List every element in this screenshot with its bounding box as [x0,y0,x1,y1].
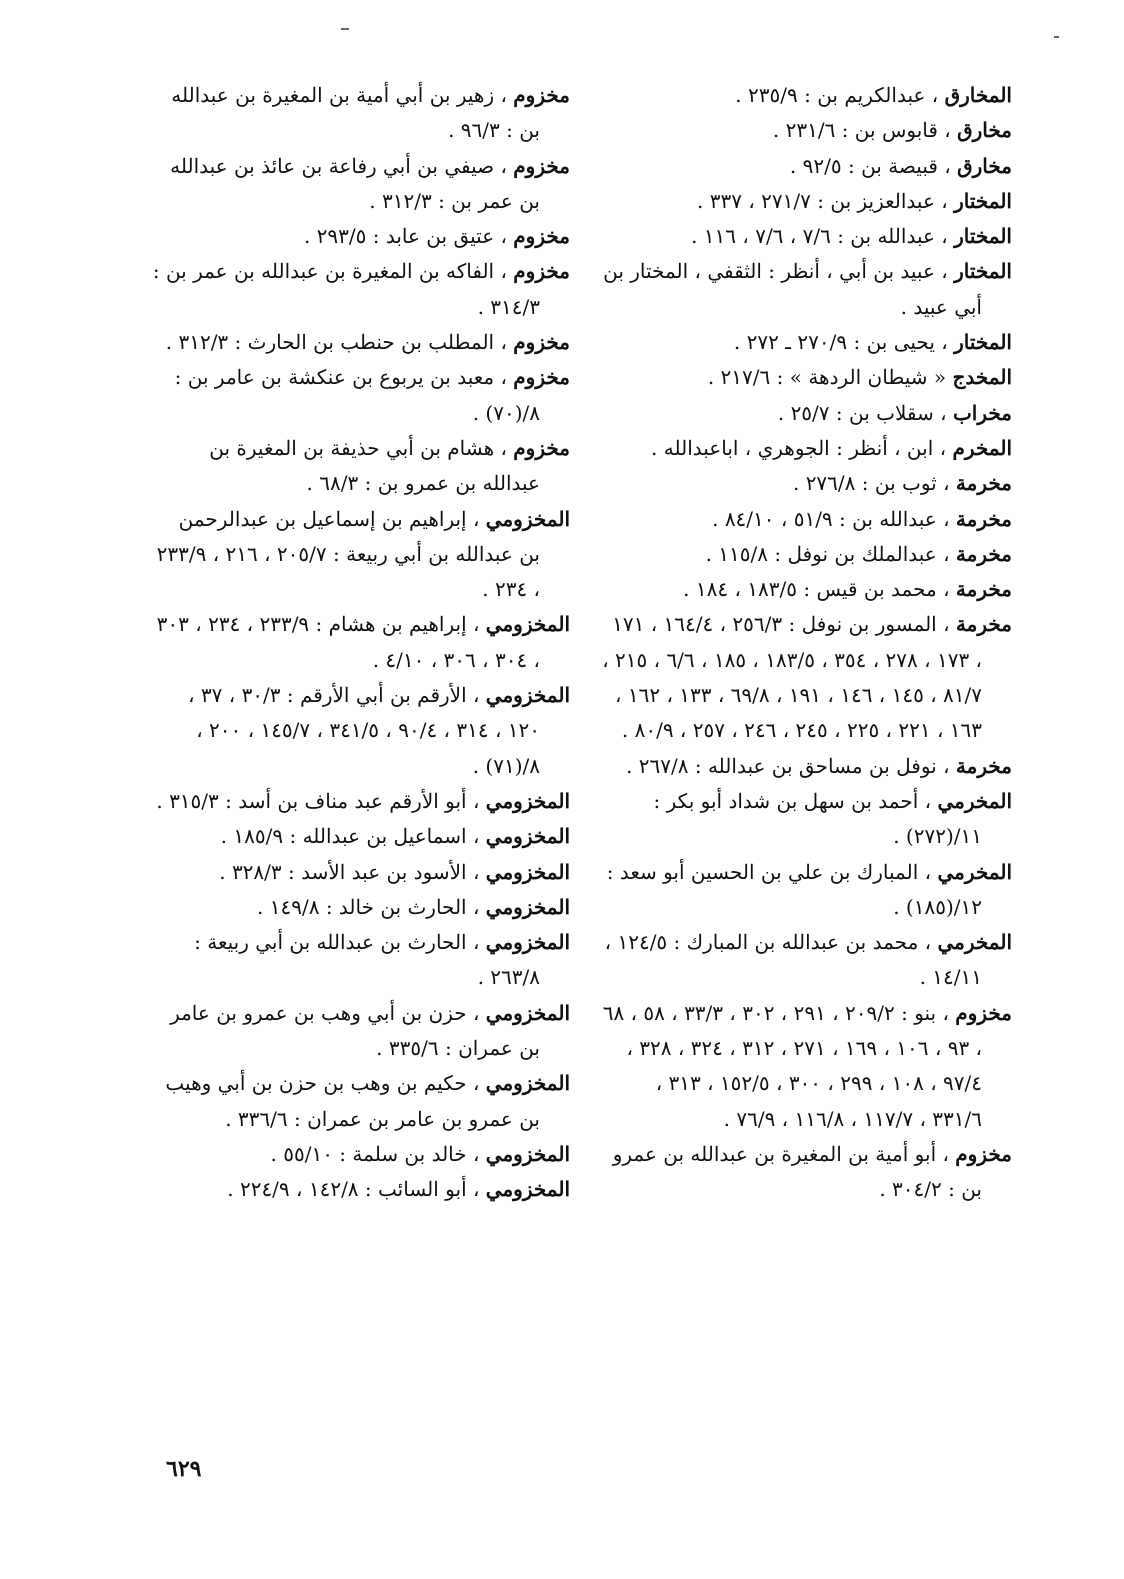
index-entry [600,113,1012,148]
index-entry [600,607,1012,748]
entry-text: ، محمد بن عبدالله بن المبارك : ١٢٤/٥ ، ١٤/١١ . [604,930,982,990]
index-entry [152,78,570,149]
index-entry [600,149,1012,184]
entry-text: ، صيفي بن أبي رفاعة بن عائذ بن عبدالله بن عمر بن : ٣١٢/٣ . [170,153,540,213]
index-entry [152,254,570,325]
entry-heading: مخرمة [955,577,1012,602]
index-entry [600,784,1012,855]
entry-text: ، هشام بن أبي حذيفة بن المغيرة بن عبدالله بن عمرو بن : ٦٨/٣ . [209,435,540,496]
entry-text: ، عبدالعزيز بن : ٢٧١/٧ ، ٣٣٧ . [697,188,948,213]
index-entry [152,1172,570,1207]
index-entry [600,360,1012,395]
index-entry [152,996,570,1067]
entry-heading: مخارق [957,153,1012,178]
index-entry [152,219,570,254]
index-entry [152,855,570,890]
entry-text: ، ثوب بن : ٢٧٦/٨ . [792,471,950,496]
index-entry [152,890,570,925]
entry-text: ، الحارث بن خالد : ١٤٩/٨ . [257,894,480,919]
right-column [600,78,1012,1208]
entry-heading: مخراب [952,400,1012,425]
entry-heading: مخزوم [513,83,570,107]
index-entry [152,325,570,360]
entry-text: ، قبيصة بن : ٩٢/٥ . [789,153,951,178]
entry-text: ، نوفل بن مساحق بن عبدالله : ٢٦٧/٨ . [626,753,950,778]
index-entry [600,466,1012,501]
left-column [152,78,570,1208]
index-entry [152,1137,570,1172]
entry-text: ، أبو أمية بن المغيرة بن عبدالله بن عمرو بن : ٣٠٤/٢ . [612,1141,982,1202]
entry-text: ، إبراهيم بن هشام : ٢٣٣/٩ ، ٢٣٤ ، ٣٠٣ ، ٣٠٤ ، ٣٠٦ ، ٤/١٠ . [156,612,540,672]
entry-text: ، زهير بن أبي أمية بن المغيرة بن عبدالله بن : ٩٦/٣ . [171,83,540,143]
entry-heading: مخزوم [513,330,570,355]
entry-heading: المخرمي [937,930,1012,955]
entry-heading: مخرمة [955,506,1012,531]
entry-heading: المخزومي [485,930,570,955]
entry-heading: مخرمة [955,541,1012,566]
index-entry [152,1066,570,1137]
index-entry [600,219,1012,254]
index-entry [152,819,570,854]
page-number: ٦٢٩ [166,1456,202,1482]
entry-text: ، يحيى بن : ٢٧٠/٩ ـ ٢٧٢ . [733,330,948,355]
index-entry [600,78,1012,113]
entry-heading: مخزوم [955,1000,1012,1025]
entry-heading: المخزومي [485,1141,570,1166]
entry-text: ، الفاكه بن المغيرة بن عبدالله بن عمر بن : ٣١٤/٣ . [152,259,540,319]
entry-heading: المخزومي [485,824,570,849]
entry-text: ، حكيم بن وهب بن حزن بن أبي وهيب بن عمرو بن عامر بن عمران : ٣٣٦/٦ . [165,1071,540,1131]
entry-heading: مخرمة [955,471,1012,496]
entry-text: ، محمد بن قيس : ١٨٣/٥ ، ١٨٤ . [683,577,950,602]
entry-heading: المخرم [952,435,1012,460]
entry-heading: المخارق [944,83,1012,107]
entry-text: ، سقلاب بن : ٢٥/٧ . [777,400,947,425]
index-entry [152,360,570,431]
index-entry [600,502,1012,537]
entry-heading: مخارق [957,118,1012,143]
index-entry [600,537,1012,572]
entry-text: ، إبراهيم بن إسماعيل بن عبدالرحمن بن عبدالله بن أبي ربيعة : ٢٠٥/٧ ، ٢١٦ ، ٢٣٣/٩ ، ٢٣٤ . [156,506,540,602]
scan-speck [1054,36,1059,38]
entry-heading: المخدج [952,365,1012,390]
entry-text: ، عبدالله بن : ٧/٦ ، ٧/٦ ، ١١٦ . [691,224,948,249]
entry-text: ، المطلب بن حنطب بن الحارث : ٣١٢/٣ . [165,330,507,355]
entry-text: ، الأسود بن عبد الأسد : ٣٢٨/٣ . [219,859,480,884]
entry-heading: المخزومي [485,894,570,919]
entry-heading: مخرمة [955,753,1012,778]
entry-heading: المخزومي [485,683,570,708]
entry-heading: المخرمي [937,788,1012,813]
entry-heading: المختار [954,330,1012,355]
entry-heading: المخزومي [485,612,570,637]
entry-text: ، المسور بن نوفل : ٢٥٦/٣ ، ١٦٤/٤ ، ١٧١ ، ١٧٣ ، ٢٧٨ ، ٣٥٤ ، ١٨٣/٥ ، ١٨٥ ، ٦/٦ ، ٢١٥ ، ٨١/٧ ، ١٤٥ ، ١٤٦ ، ١٩١ ، ٦٩/٨ ، ١٣٣ ، ١٦٢ ، ١٦٣ ، ٢٢١ ، ٢٢٥ ، ٢٤٥ ، ٢٤٦ ، ٢٥٧ ، ٨٠/٩ . [602,612,982,743]
entry-text: ، عبدالكريم بن : ٢٣٥/٩ . [735,83,939,107]
entry-text: ، بنو : ٢٠٩/٢ ، ٢٩١ ، ٣٠٢ ، ٣٣/٣ ، ٥٨ ، ٦٨ ، ٩٣ ، ١٠٦ ، ١٦٩ ، ٢٧١ ، ٣١٢ ، ٣٢٤ ، ٣٢٨ ، ٩٧/٤ ، ١٠٨ ، ٢٩٩ ، ٣٠٠ ، ١٥٢/٥ ، ٣١٣ ، ٣٣١/٦ ، ١١٧/٧ ، ١١٦/٨ ، ٧٦/٩ . [602,1000,982,1131]
scan-speck [341,28,349,30]
entry-text: ، قابوس بن : ٢٣١/٦ . [772,118,951,143]
index-entry [600,996,1012,1137]
entry-heading: المخزومي [485,1071,570,1096]
entry-heading: مخزوم [513,259,570,284]
index-entry [600,855,1012,926]
index-entry [600,431,1012,466]
entry-text: ، عبيد بن أبي ، أنظر : الثقفي ، المختار بن أبي عبيد . [603,259,982,319]
entry-text: ، أحمد بن سهل بن شداد أبو بكر : ١١/(٢٧٢) . [653,788,982,849]
index-entry [152,925,570,996]
entry-text: ، عبدالملك بن نوفل : ١١٥/٨ . [705,541,950,566]
entry-heading: المخزومي [485,788,570,813]
entry-text: ، أبو الأرقم عبد مناف بن أسد : ٣١٥/٣ . [156,788,480,813]
entry-heading: مخزوم [513,224,570,249]
index-entry [600,1137,1012,1208]
entry-heading: مخزوم [955,1141,1012,1166]
entry-text: ، أبو السائب : ١٤٢/٨ ، ٢٢٤/٩ . [227,1177,480,1202]
entry-text: ، ابن ، أنظر : الجوهري ، اباعبدالله . [651,435,947,460]
entry-text: ، حزن بن أبي وهب بن عمرو بن عامر بن عمران : ٣٣٥/٦ . [170,1000,540,1061]
index-entry [152,431,570,502]
entry-text: ، اسماعيل بن عبدالله : ١٨٥/٩ . [220,824,480,849]
index-entry [152,607,570,678]
index-entry [152,678,570,784]
entry-text: ، الحارث بن عبدالله بن أبي ربيعة : ٢٦٣/٨ . [194,930,540,990]
entry-heading: المخزومي [485,1000,570,1025]
entry-text: « شيطان الردهة » : ٢١٧/٦ . [707,365,947,390]
index-entry [600,254,1012,325]
entry-heading: المخزومي [485,506,570,531]
entry-heading: المخزومي [485,859,570,884]
entry-heading: المخزومي [485,1177,570,1202]
entry-heading: المخرمي [937,859,1012,884]
entry-heading: مخزوم [513,365,570,390]
index-entry [152,502,570,608]
entry-text: ، الأرقم بن أبي الأرقم : ٣٠/٣ ، ٣٧ ، ١٢٠ ، ٣١٤ ، ٩٠/٤ ، ٣٤١/٥ ، ١٤٥/٧ ، ٢٠٠ ، ٨/(٧١) . [188,683,540,778]
index-entry [600,749,1012,784]
index-entry [600,572,1012,607]
entry-text: ، المبارك بن علي بن الحسين أبو سعد : ١٢/(١٨٥) . [606,859,982,919]
entry-heading: المختار [954,259,1012,284]
entry-heading: مخزوم [513,435,570,460]
index-entry [152,784,570,819]
entry-text: ، معبد بن يربوع بن عنكشة بن عامر بن : ٨/(٧٠) . [174,365,540,425]
entry-text: ، خالد بن سلمة : ٥٥/١٠ . [270,1141,480,1166]
entry-heading: مخرمة [955,612,1012,637]
index-entry [600,396,1012,431]
index-entry [152,149,570,220]
entry-text: ، عبدالله بن : ٥١/٩ ، ٨٤/١٠ . [712,506,950,531]
entry-text: ، عتيق بن عابد : ٢٩٣/٥ . [303,224,507,249]
entry-heading: المختار [954,224,1012,249]
entry-heading: مخزوم [513,153,570,178]
index-entry [600,325,1012,360]
entry-heading: المختار [954,188,1012,213]
index-entry [600,184,1012,219]
index-entry [600,925,1012,996]
